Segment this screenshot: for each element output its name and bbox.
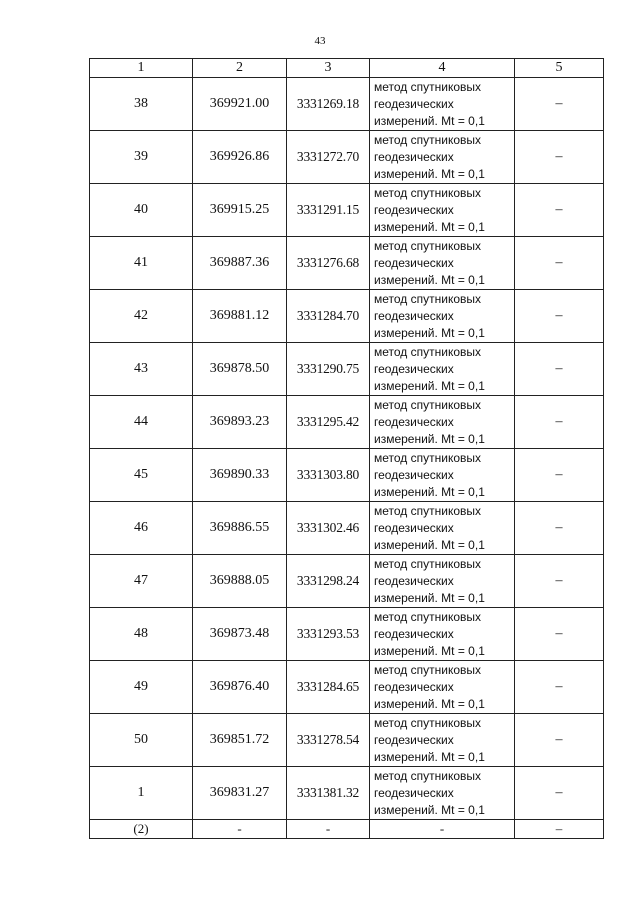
table-row: [90, 714, 604, 767]
method-line: измерений. Mt = 0,1: [374, 431, 485, 446]
y-coordinate-cell: 3331276.68: [287, 237, 370, 290]
x-coordinate-cell: 369851.72: [193, 714, 287, 767]
method-line: метод спутниковых: [374, 132, 482, 147]
method-line: метод спутниковых: [374, 344, 482, 359]
y-coordinate-cell: 3331291.15: [287, 184, 370, 237]
method-line: измерений. Mt = 0,1: [374, 484, 485, 499]
x-coordinate-cell: 369888.05: [193, 555, 287, 608]
col5-cell: –: [515, 78, 604, 131]
point-number-cell: 50: [90, 714, 193, 767]
col5-cell: –: [515, 131, 604, 184]
method-cell: [370, 396, 515, 449]
table-row: [90, 343, 604, 396]
method-line: измерений. Mt = 0,1: [374, 590, 485, 605]
table-row: [90, 661, 604, 714]
method-line: метод спутниковых: [374, 768, 482, 783]
y-coordinate-cell: 3331269.18: [287, 78, 370, 131]
method-cell: [370, 555, 515, 608]
col5-cell: –: [515, 502, 604, 555]
table-header-row: [90, 59, 604, 78]
y-coordinate-cell: 3331295.42: [287, 396, 370, 449]
method-line: измерений. Mt = 0,1: [374, 166, 485, 181]
method-line: измерений. Mt = 0,1: [374, 113, 485, 128]
method-line: геодезических: [374, 679, 454, 694]
y-coordinate-cell: 3331284.65: [287, 661, 370, 714]
method-line: метод спутниковых: [374, 79, 482, 94]
footer-cell-4: -: [370, 820, 515, 839]
method-cell: [370, 502, 515, 555]
method-cell: [370, 131, 515, 184]
col5-cell: –: [515, 767, 604, 820]
method-line: измерений. Mt = 0,1: [374, 643, 485, 658]
y-coordinate-cell: 3331278.54: [287, 714, 370, 767]
method-line: метод спутниковых: [374, 662, 482, 677]
col5-cell: –: [515, 714, 604, 767]
y-coordinate-cell: 3331298.24: [287, 555, 370, 608]
method-line: геодезических: [374, 573, 454, 588]
point-number-cell: 47: [90, 555, 193, 608]
col5-cell: –: [515, 343, 604, 396]
point-number-cell: 42: [90, 290, 193, 343]
table-row: [90, 449, 604, 502]
table-row: [90, 502, 604, 555]
table-row: [90, 184, 604, 237]
method-cell: [370, 608, 515, 661]
x-coordinate-cell: 369887.36: [193, 237, 287, 290]
y-coordinate-cell: 3331290.75: [287, 343, 370, 396]
method-line: метод спутниковых: [374, 397, 482, 412]
header-col-2: 2: [193, 59, 287, 78]
method-cell: [370, 661, 515, 714]
y-coordinate-cell: 3331272.70: [287, 131, 370, 184]
table-row: [90, 767, 604, 820]
x-coordinate-cell: 369926.86: [193, 131, 287, 184]
method-cell: [370, 449, 515, 502]
point-number-cell: 40: [90, 184, 193, 237]
method-line: метод спутниковых: [374, 556, 482, 571]
header-col-4: 4: [370, 59, 515, 78]
header-col-5: 5: [515, 59, 604, 78]
method-cell: [370, 237, 515, 290]
method-line: геодезических: [374, 96, 454, 111]
method-cell: [370, 343, 515, 396]
method-line: метод спутниковых: [374, 715, 482, 730]
header-col-1: 1: [90, 59, 193, 78]
col5-cell: –: [515, 290, 604, 343]
x-coordinate-cell: 369873.48: [193, 608, 287, 661]
method-line: измерений. Mt = 0,1: [374, 272, 485, 287]
x-coordinate-cell: 369915.25: [193, 184, 287, 237]
table-row: [90, 290, 604, 343]
method-line: измерений. Mt = 0,1: [374, 802, 485, 817]
point-number-cell: 45: [90, 449, 193, 502]
method-line: геодезических: [374, 520, 454, 535]
method-cell: [370, 290, 515, 343]
method-line: измерений. Mt = 0,1: [374, 378, 485, 393]
footer-cell-3: -: [287, 820, 370, 839]
table-row: [90, 396, 604, 449]
method-line: измерений. Mt = 0,1: [374, 219, 485, 234]
col5-cell: –: [515, 555, 604, 608]
x-coordinate-cell: 369876.40: [193, 661, 287, 714]
col5-cell: –: [515, 449, 604, 502]
col5-cell: –: [515, 237, 604, 290]
x-coordinate-cell: 369890.33: [193, 449, 287, 502]
method-cell: [370, 714, 515, 767]
table-row: [90, 608, 604, 661]
x-coordinate-cell: 369878.50: [193, 343, 287, 396]
method-line: метод спутниковых: [374, 450, 482, 465]
method-line: геодезических: [374, 414, 454, 429]
footer-cell-5: –: [515, 820, 604, 839]
y-coordinate-cell: 3331303.80: [287, 449, 370, 502]
point-number-cell: 39: [90, 131, 193, 184]
point-number-cell: 41: [90, 237, 193, 290]
col5-cell: –: [515, 608, 604, 661]
col5-cell: –: [515, 661, 604, 714]
method-line: измерений. Mt = 0,1: [374, 537, 485, 552]
table-row: [90, 131, 604, 184]
method-line: геодезических: [374, 202, 454, 217]
x-coordinate-cell: 369831.27: [193, 767, 287, 820]
point-number-cell: 48: [90, 608, 193, 661]
footer-cell-1: (2): [90, 820, 193, 839]
col5-cell: –: [515, 396, 604, 449]
method-line: геодезических: [374, 149, 454, 164]
method-line: метод спутниковых: [374, 238, 482, 253]
method-line: геодезических: [374, 467, 454, 482]
point-number-cell: 1: [90, 767, 193, 820]
method-cell: [370, 767, 515, 820]
y-coordinate-cell: 3331302.46: [287, 502, 370, 555]
method-line: геодезических: [374, 308, 454, 323]
method-line: измерений. Mt = 0,1: [374, 696, 485, 711]
x-coordinate-cell: 369893.23: [193, 396, 287, 449]
x-coordinate-cell: 369886.55: [193, 502, 287, 555]
method-line: геодезических: [374, 732, 454, 747]
method-line: измерений. Mt = 0,1: [374, 749, 485, 764]
method-line: метод спутниковых: [374, 609, 482, 624]
x-coordinate-cell: 369881.12: [193, 290, 287, 343]
point-number-cell: 44: [90, 396, 193, 449]
table-row: [90, 237, 604, 290]
table-row: [90, 555, 604, 608]
point-number-cell: 49: [90, 661, 193, 714]
header-col-3: 3: [287, 59, 370, 78]
method-line: метод спутниковых: [374, 185, 482, 200]
method-line: метод спутниковых: [374, 291, 482, 306]
coordinates-table: [89, 58, 604, 839]
method-line: геодезических: [374, 785, 454, 800]
method-cell: [370, 184, 515, 237]
point-number-cell: 38: [90, 78, 193, 131]
y-coordinate-cell: 3331284.70: [287, 290, 370, 343]
method-line: метод спутниковых: [374, 503, 482, 518]
table-footer-row: [90, 820, 604, 839]
point-number-cell: 43: [90, 343, 193, 396]
method-line: измерений. Mt = 0,1: [374, 325, 485, 340]
page-number: 43: [314, 35, 326, 47]
footer-cell-2: -: [193, 820, 287, 839]
x-coordinate-cell: 369921.00: [193, 78, 287, 131]
method-line: геодезических: [374, 626, 454, 641]
table-row: [90, 78, 604, 131]
y-coordinate-cell: 3331381.32: [287, 767, 370, 820]
method-cell: [370, 78, 515, 131]
y-coordinate-cell: 3331293.53: [287, 608, 370, 661]
col5-cell: –: [515, 184, 604, 237]
method-line: геодезических: [374, 361, 454, 376]
point-number-cell: 46: [90, 502, 193, 555]
method-line: геодезических: [374, 255, 454, 270]
